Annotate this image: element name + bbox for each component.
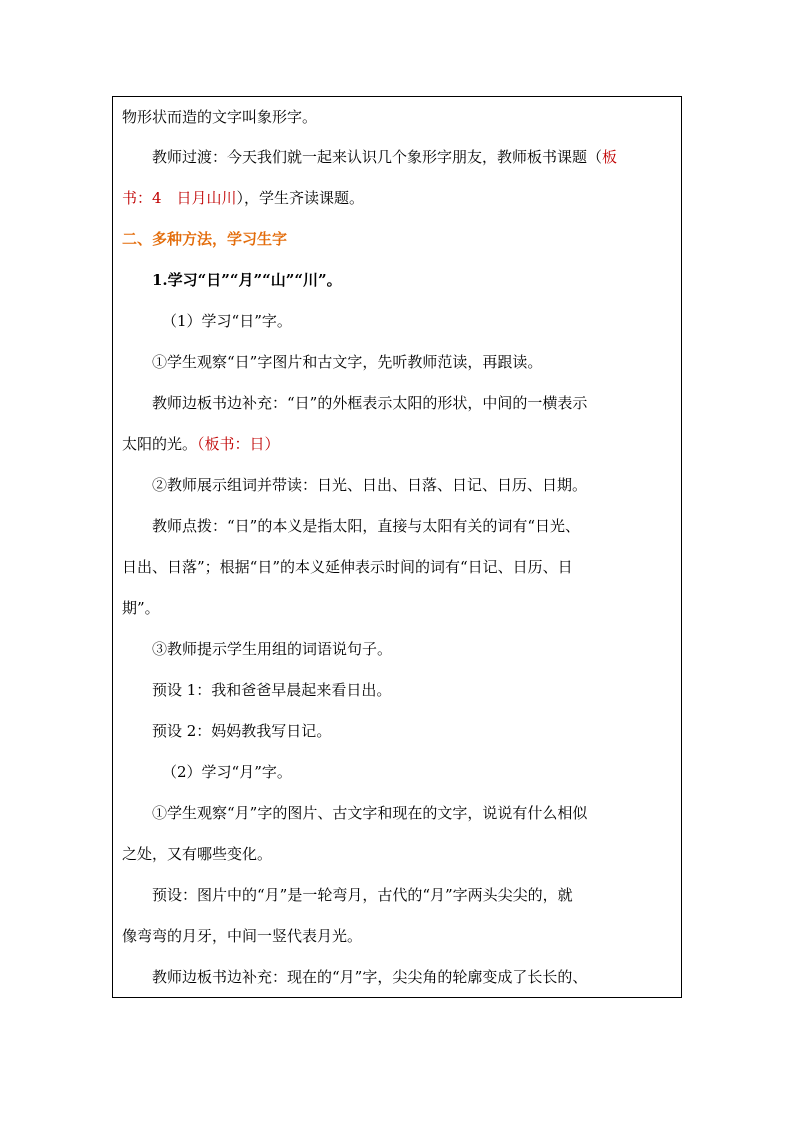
text-line: 预设 2：妈妈教我写日记。 — [152, 722, 332, 740]
text-line: （2）学习“月”字。 — [162, 763, 292, 781]
text-line: 教师过渡：今天我们就一起来认识几个象形字朋友，教师板书课题（板 — [152, 148, 618, 166]
text-line: 预设 1：我和爸爸早晨起来看日出。 — [152, 681, 392, 699]
text-line: 日出、日落”；根据“日”的本义延伸表示时间的词有“日记、日历、日 — [122, 558, 573, 576]
subsection-heading: 1.学习“日”“月”“山”“川”。 — [152, 271, 342, 289]
lesson-plan-content — [122, 97, 678, 998]
text-line: 像弯弯的月牙，中间一竖代表月光。 — [122, 927, 363, 945]
section-heading: 二、多种方法，学习生字 — [122, 230, 288, 248]
text-line: 物形状而造的文字叫象形字。 — [122, 108, 318, 126]
text-line: 书：4 日月山川），学生齐读课题。 — [122, 189, 365, 207]
text-line: 预设：图片中的“月”是一轮弯月，古代的“月”字两头尖尖的，就 — [152, 886, 573, 904]
text-line: ②教师展示组词并带读：日光、日出、日落、日记、日历、日期。 — [152, 476, 588, 494]
text-line: 教师边板书边补充：“日”的外框表示太阳的形状，中间的一横表示 — [152, 394, 588, 412]
text-line: ①学生观察“月”字的图片、古文字和现在的文字，说说有什么相似 — [152, 804, 588, 822]
text-line: 太阳的光。（板书：日） — [122, 435, 280, 453]
text-line: ③教师提示学生用组的词语说句子。 — [152, 640, 393, 658]
text-line: 教师边板书边补充：现在的“月”字，尖尖角的轮廓变成了长长的、 — [152, 968, 588, 986]
text-line: 教师点拨：“日”的本义是指太阳，直接与太阳有关的词有“日光、 — [152, 517, 581, 535]
text-line: （1）学习“日”字。 — [162, 312, 292, 330]
text-line: ①学生观察“日”字图片和古文字，先听教师范读，再跟读。 — [152, 353, 543, 371]
text-line: 期”。 — [122, 599, 160, 617]
lesson-plan-table-cell — [112, 96, 682, 998]
text-line: 之处，又有哪些变化。 — [122, 845, 273, 863]
